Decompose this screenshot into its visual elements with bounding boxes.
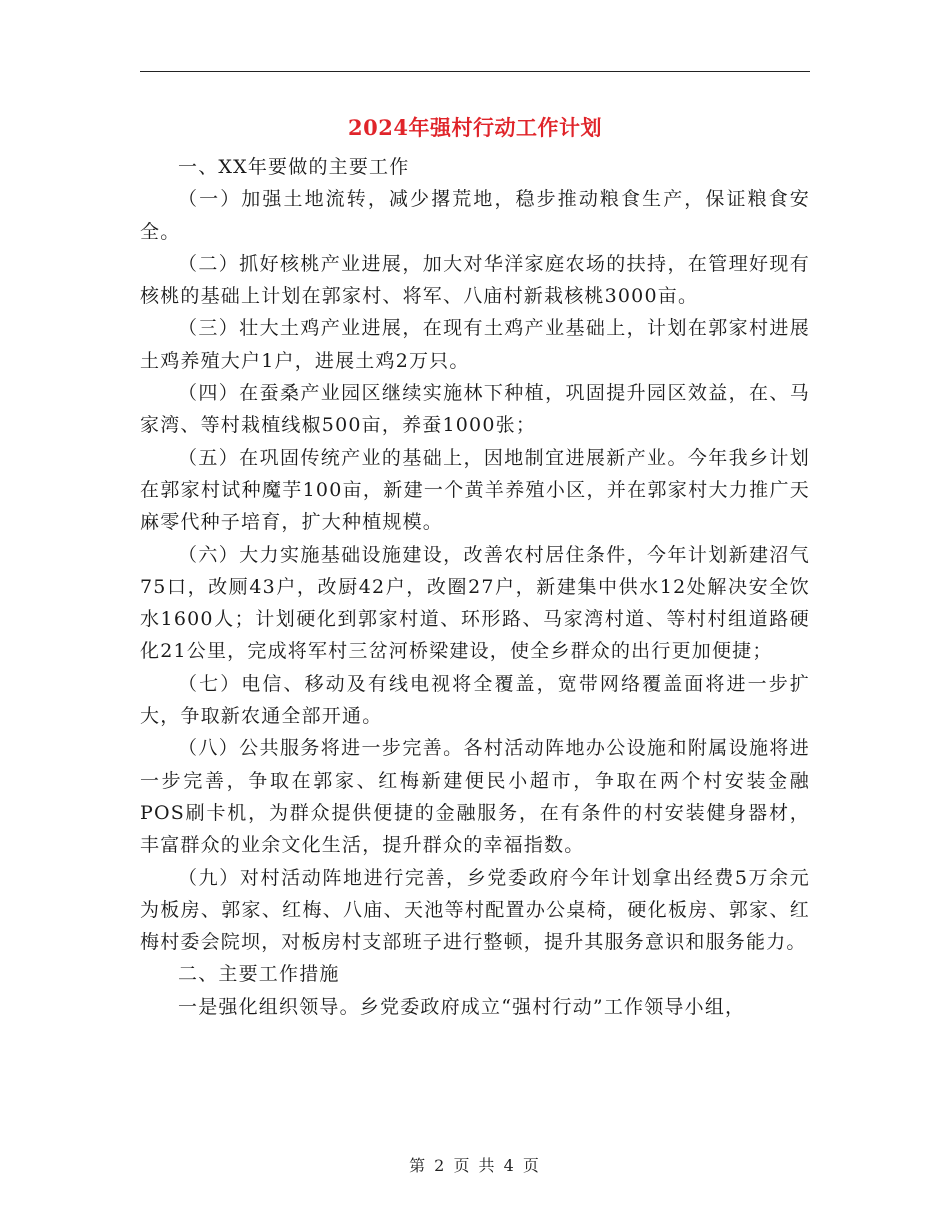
paragraph-item-2: （二）抓好核桃产业进展，加大对华洋家庭农场的扶持，在管理好现有核桃的基础上计划在郭家村、将军、八庙村新栽核桃3000亩。	[140, 252, 810, 308]
paragraph-item-3: （三）壮大土鸡产业进展，在现有土鸡产业基础上，计划在郭家村进展土鸡养殖大户1户，进展土鸡2万只。	[140, 317, 810, 372]
section-heading-main-work: 一、XX年要做的主要工作	[178, 156, 410, 178]
section-heading-measures: 二、主要工作措施	[178, 963, 340, 986]
document-body	[140, 151, 810, 1023]
paragraph-item-5: （五）在巩固传统产业的基础上，因地制宜进展新产业。今年我乡计划在郭家村试种魔芋100亩，新建一个黄羊养殖小区，并在郭家村大力推广天麻零代种子培育，扩大种植规模。	[140, 446, 810, 534]
paragraph-item-7: （七）电信、移动及有线电视将全覆盖，宽带网络覆盖面将进一步扩大，争取新农通全部开通。	[140, 672, 810, 728]
paragraph-item-6: （六）大力实施基础设施建设，改善农村居住条件，今年计划新建沼气75口，改厕43户，改厨42户，改圈27户，新建集中供水12处解决安全饮水1600人；计划硬化到郭家村道、环形路、马家湾村道、等村村组道路硬化21公里，完成将军村三岔河桥梁建设，使全乡群众的出行更加便捷；	[140, 543, 810, 663]
paragraph-measure-1: 一是强化组织领导。乡党委政府成立“强村行动”工作领导小组，	[178, 995, 746, 1018]
paragraph-item-8: （八）公共服务将进一步完善。各村活动阵地办公设施和附属设施将进一步完善，争取在郭家、红梅新建便民小超市，争取在两个村安装金融POS刷卡机，为群众提供便捷的金融服务，在有条件的村安装健身器材，丰富群众的业余文化生活，提升群众的幸福指数。	[140, 737, 810, 857]
header-rule	[140, 71, 810, 72]
paragraph-item-9: （九）对村活动阵地进行完善，乡党委政府今年计划拿出经费5万余元为板房、郭家、红梅、八庙、天池等村配置办公桌椅，硬化板房、郭家、红梅村委会院坝，对板房村支部班子进行整顿，提升其服务意识和服务能力。	[140, 866, 810, 954]
paragraph-item-1: （一）加强土地流转，减少撂荒地，稳步推动粮食生产，保证粮食安全。	[140, 188, 810, 243]
page-number: 第 2 页 共 4 页	[409, 1156, 541, 1175]
paragraph-item-4: （四）在蚕桑产业园区继续实施林下种植，巩固提升园区效益，在、马家湾、等村栽植线椒500亩，养蚕1000张；	[140, 382, 810, 437]
document-title: 2024年强村行动工作计划	[348, 115, 602, 140]
